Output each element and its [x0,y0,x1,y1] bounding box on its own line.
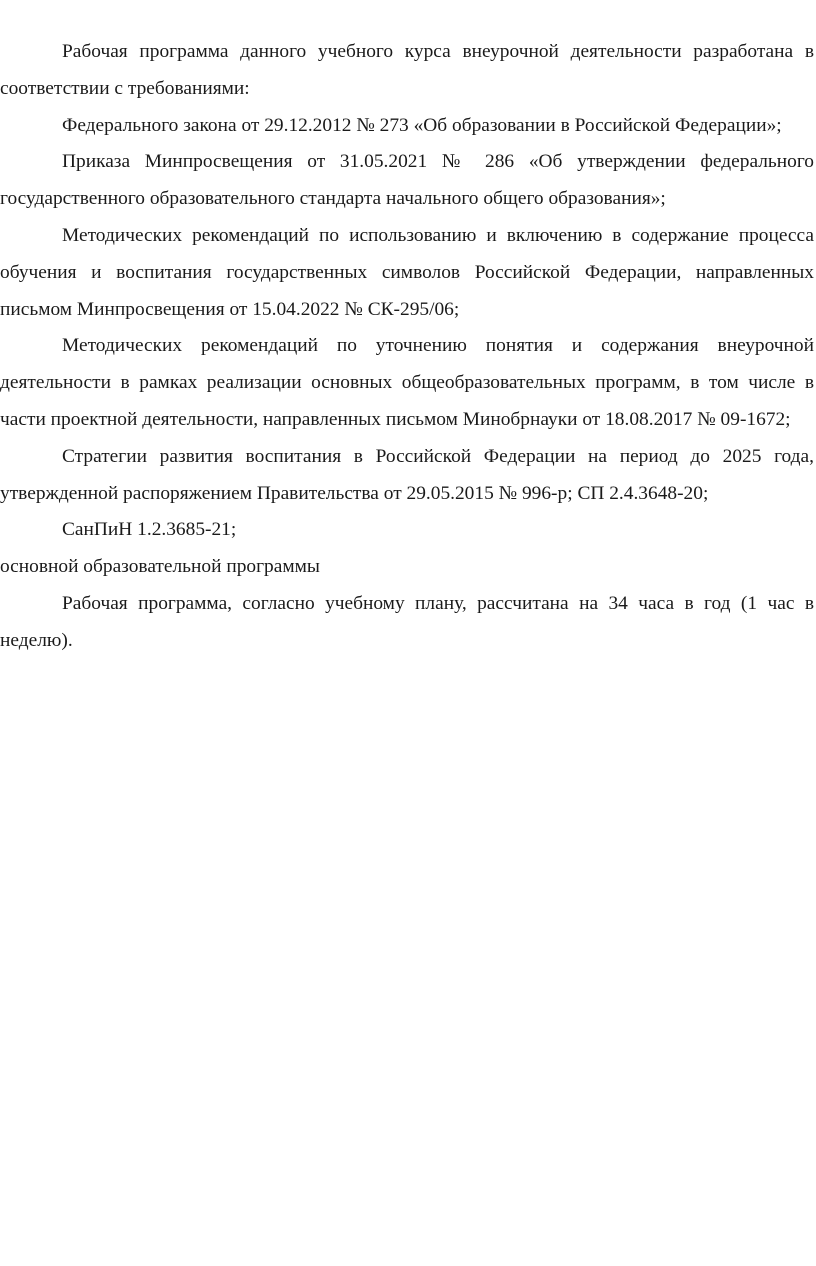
paragraph-hours: Рабочая программа, согласно учебному плану, рассчитана на 34 часа в год (1 час в неделю). [0,592,814,651]
document-page [0,34,816,660]
paragraph-extracurricular-recommendations: Методических рекомендаций по уточнению понятия и содержания внеурочной деятельности в рамках реализации основных общеобразовательных программ, в том числе в части проектной деятельности, направленных письмом Минобрнауки от 18.08.2017 № 09-1672; [0,335,814,430]
paragraph-state-symbols-recommendations: Методических рекомендаций по использованию и включению в содержание процесса обучения и воспитания государственных символов Российской Федерации, направленных письмом Минпросвещения от 15.04.2022 № СК-295/06; [0,224,814,320]
paragraph-upbringing-strategy: Стратегии развития воспитания в Российской Федерации на период до 2025 года, утвержденной распоряжением Правительства от 29.05.2015 № 996-р; СП 2.4.3648-20; [0,445,814,504]
paragraph-main-program: основной образовательной программы [0,556,320,578]
paragraph-intro: Рабочая программа данного учебного курса внеурочной деятельности разработана в соответствии с требованиями: [0,41,814,99]
paragraph-sanpin: СанПиН 1.2.3685-21; [62,519,237,541]
paragraph-order-minpros: Приказа Минпросвещения от 31.05.2021 № 286 «Об утверждении федерального государственного образовательного стандарта начального общего образования»; [0,151,814,210]
paragraph-federal-law: Федерального закона от 29.12.2012 № 273 «Об образовании в Российской Федерации»; [62,114,782,136]
